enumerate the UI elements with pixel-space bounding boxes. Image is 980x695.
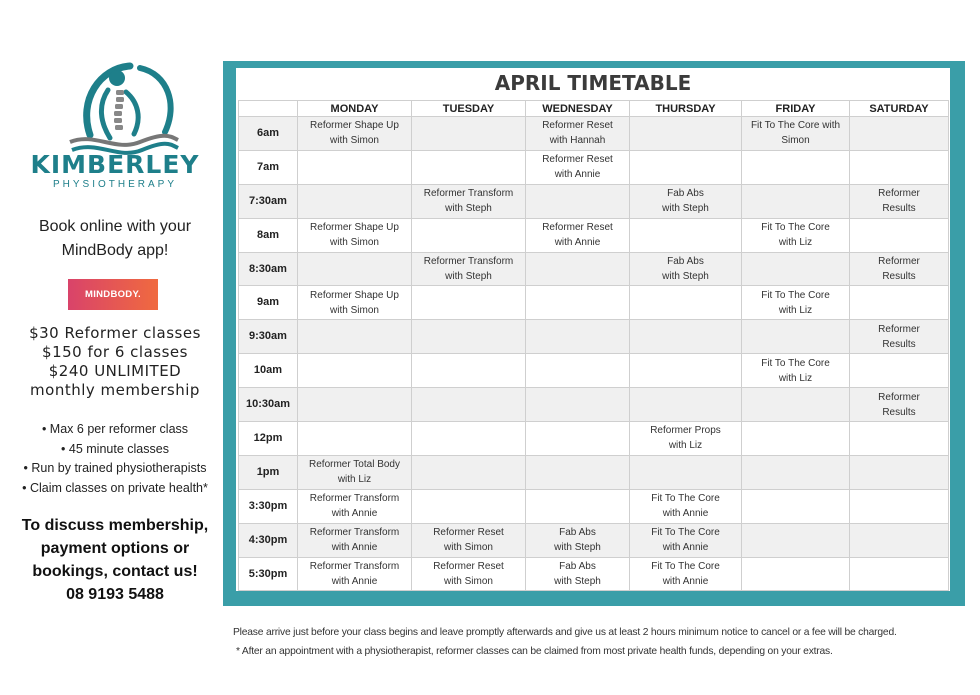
timetable-row <box>239 320 949 354</box>
contact-line: bookings, contact us! <box>32 563 198 580</box>
empty-cell <box>630 455 742 489</box>
class-instructor: with Steph <box>445 271 492 282</box>
empty-cell <box>630 388 742 422</box>
timetable-row <box>239 184 949 218</box>
book-line-2: MindBody app! <box>61 242 169 259</box>
day-header: FRIDAY <box>742 101 850 117</box>
empty-cell <box>298 388 412 422</box>
class-instructor: Simon <box>781 135 810 147</box>
class-instructor: with Liz <box>778 304 813 316</box>
empty-cell <box>526 320 630 354</box>
class-name: Reformer Reset <box>433 561 504 573</box>
empty-cell <box>298 320 412 354</box>
class-cell[interactable] <box>298 218 412 252</box>
class-name: Reformer Reset <box>542 154 613 166</box>
class-instructor: Results <box>882 203 916 215</box>
empty-cell <box>850 455 949 489</box>
mindbody-badge[interactable]: MINDBODY. <box>68 279 158 310</box>
empty-cell <box>850 354 949 388</box>
empty-cell <box>412 354 526 388</box>
timetable-title: APRIL TIMETABLE <box>494 71 692 95</box>
class-instructor: Results <box>882 338 916 350</box>
empty-cell <box>298 354 412 388</box>
contact-line: To discuss membership, <box>21 517 209 534</box>
contact-line: payment options or <box>40 540 190 557</box>
class-name: Reformer Shape Up <box>310 289 399 301</box>
class-name: Fit To The Core <box>651 493 720 505</box>
empty-cell <box>412 218 526 252</box>
time-slot-label: 9:30am <box>239 320 298 354</box>
book-online-text <box>15 215 215 263</box>
pricing-line: $240 UNLIMITED <box>48 362 182 380</box>
day-header: WEDNESDAY <box>526 101 630 117</box>
empty-cell <box>742 320 850 354</box>
class-cell[interactable] <box>412 184 526 218</box>
class-name: Reformer Transform <box>309 561 400 573</box>
timetable-row <box>239 252 949 286</box>
empty-cell <box>742 422 850 456</box>
time-slot-label: 7am <box>239 150 298 184</box>
class-name: Reformer <box>878 323 920 335</box>
class-cell[interactable] <box>412 557 526 591</box>
class-instructor: with Simon <box>330 304 379 316</box>
timetable-header-row <box>239 101 949 117</box>
class-instructor: Results <box>882 406 916 418</box>
timetable-row <box>239 354 949 388</box>
empty-cell <box>742 489 850 523</box>
class-cell[interactable] <box>850 184 949 218</box>
empty-cell <box>526 184 630 218</box>
day-header: MONDAY <box>298 101 412 117</box>
day-header: THURSDAY <box>630 101 742 117</box>
pricing-line: $30 Reformer classes <box>29 324 201 342</box>
empty-cell <box>850 218 949 252</box>
empty-cell <box>630 286 742 320</box>
empty-cell <box>412 489 526 523</box>
time-header-cell <box>239 101 298 117</box>
class-name: Reformer Transform <box>309 493 400 505</box>
class-cell[interactable] <box>298 286 412 320</box>
class-name: Reformer <box>878 391 920 403</box>
class-cell[interactable] <box>742 286 850 320</box>
empty-cell <box>850 557 949 591</box>
timetable-row <box>239 422 949 456</box>
contact-block <box>5 514 225 606</box>
timetable-row <box>239 455 949 489</box>
class-name: Reformer Reset <box>433 527 504 539</box>
class-name: Fit To The Core with <box>750 120 841 132</box>
class-cell[interactable] <box>742 354 850 388</box>
class-cell[interactable] <box>526 523 630 557</box>
class-name: Fit To The Core <box>651 527 720 539</box>
class-instructor: with Annie <box>662 542 709 554</box>
class-instructor: with Steph <box>554 576 601 588</box>
class-instructor: with Annie <box>331 508 378 520</box>
day-header: TUESDAY <box>412 101 526 117</box>
timetable-row <box>239 150 949 184</box>
class-name: Reformer Shape Up <box>310 120 399 132</box>
empty-cell <box>850 150 949 184</box>
empty-cell <box>298 150 412 184</box>
class-name: Fit To The Core <box>761 222 830 234</box>
class-cell[interactable] <box>850 388 949 422</box>
class-instructor: with Liz <box>337 474 372 486</box>
class-name: Reformer <box>878 188 920 200</box>
class-cell[interactable] <box>526 218 630 252</box>
time-slot-label: 10am <box>239 354 298 388</box>
class-name: Reformer Total Body <box>309 459 400 471</box>
class-instructor: with Simon <box>330 135 379 147</box>
class-cell[interactable] <box>630 184 742 218</box>
empty-cell <box>412 320 526 354</box>
class-cell[interactable] <box>850 320 949 354</box>
class-instructor: with Liz <box>778 237 813 249</box>
timetable-row <box>239 388 949 422</box>
time-slot-label: 4:30pm <box>239 523 298 557</box>
class-instructor: with Annie <box>331 576 378 588</box>
class-cell[interactable] <box>526 557 630 591</box>
class-cell[interactable] <box>298 557 412 591</box>
class-cell[interactable] <box>526 150 630 184</box>
class-name: Fab Abs <box>559 527 596 539</box>
class-instructor: with Liz <box>668 440 703 452</box>
class-instructor: with Simon <box>444 576 493 588</box>
class-cell[interactable] <box>298 117 412 151</box>
empty-cell <box>526 422 630 456</box>
class-cell[interactable] <box>412 523 526 557</box>
empty-cell <box>526 455 630 489</box>
class-instructor: with Annie <box>331 542 378 554</box>
empty-cell <box>298 184 412 218</box>
timetable-row <box>239 117 949 151</box>
feature-item: • Max 6 per reformer class <box>41 422 189 436</box>
class-instructor: with Annie <box>554 237 601 249</box>
class-cell[interactable] <box>298 455 412 489</box>
empty-cell <box>850 117 949 151</box>
class-cell[interactable] <box>298 523 412 557</box>
class-instructor: with Steph <box>662 203 709 215</box>
class-cell[interactable] <box>742 117 850 151</box>
class-name: Fab Abs <box>667 188 704 200</box>
time-slot-label: 10:30am <box>239 388 298 422</box>
timetable-frame <box>223 61 965 606</box>
class-name: Reformer Reset <box>542 120 613 132</box>
time-slot-label: 8am <box>239 218 298 252</box>
empty-cell <box>742 388 850 422</box>
timetable-row <box>239 523 949 557</box>
class-instructor: with Steph <box>554 542 601 554</box>
empty-cell <box>630 218 742 252</box>
class-cell[interactable] <box>630 252 742 286</box>
empty-cell <box>850 422 949 456</box>
pricing-block <box>5 324 225 400</box>
time-slot-label: 7:30am <box>239 184 298 218</box>
empty-cell <box>630 150 742 184</box>
class-cell[interactable] <box>742 218 850 252</box>
features-list <box>5 420 225 498</box>
empty-cell <box>850 523 949 557</box>
empty-cell <box>742 557 850 591</box>
empty-cell <box>742 455 850 489</box>
empty-cell <box>850 286 949 320</box>
class-cell[interactable] <box>526 117 630 151</box>
class-name: Fit To The Core <box>651 561 720 573</box>
timetable-row <box>239 286 949 320</box>
class-instructor: with Annie <box>662 576 709 588</box>
health-fund-note: * After an appointment with a physiotherapist, reformer classes can be claimed from most private health funds, depending on your extras. <box>236 646 833 657</box>
empty-cell <box>526 489 630 523</box>
class-instructor: with Steph <box>662 271 709 282</box>
timetable-row <box>239 489 949 523</box>
class-instructor: with Steph <box>445 203 492 215</box>
class-name: Reformer Transform <box>423 188 514 200</box>
time-slot-label: 8:30am <box>239 252 298 286</box>
class-name: Reformer Shape Up <box>310 222 399 234</box>
class-cell[interactable] <box>298 489 412 523</box>
class-instructor: with Annie <box>662 508 709 520</box>
class-name: Fab Abs <box>559 561 596 573</box>
empty-cell <box>630 117 742 151</box>
timetable-table <box>238 100 949 591</box>
class-instructor: with Hannah <box>549 135 606 147</box>
empty-cell <box>630 354 742 388</box>
empty-cell <box>850 489 949 523</box>
class-name: Reformer Props <box>650 425 721 437</box>
timetable-row <box>239 557 949 591</box>
class-instructor: with Liz <box>778 372 813 384</box>
time-slot-label: 6am <box>239 117 298 151</box>
class-name: Reformer <box>878 256 920 267</box>
book-line-1: Book online with your <box>38 218 192 235</box>
class-cell[interactable] <box>630 489 742 523</box>
pricing-line: $150 for 6 classes <box>42 343 188 361</box>
feature-item: • 45 minute classes <box>61 441 169 456</box>
empty-cell <box>412 388 526 422</box>
class-name: Fit To The Core <box>761 289 830 301</box>
empty-cell <box>630 320 742 354</box>
class-instructor: with Simon <box>444 542 493 554</box>
feature-item: • Run by trained physiotherapists <box>23 461 207 475</box>
class-instructor: with Simon <box>330 237 379 249</box>
empty-cell <box>526 286 630 320</box>
brand-name: KIMBERLEY <box>30 150 200 179</box>
class-name: Reformer Transform <box>423 256 514 267</box>
brand-subtitle: PHYSIOTHERAPY <box>52 179 178 190</box>
empty-cell <box>298 252 412 286</box>
time-slot-label: 12pm <box>239 422 298 456</box>
empty-cell <box>412 150 526 184</box>
empty-cell <box>412 117 526 151</box>
timetable-body <box>239 117 949 591</box>
time-slot-label: 3:30pm <box>239 489 298 523</box>
timetable-panel <box>236 68 950 591</box>
empty-cell <box>412 455 526 489</box>
empty-cell <box>526 388 630 422</box>
empty-cell <box>742 150 850 184</box>
feature-item: • Claim classes on private health* <box>22 480 208 495</box>
time-slot-label: 1pm <box>239 455 298 489</box>
contact-phone[interactable]: 08 9193 5488 <box>66 586 164 603</box>
class-name: Fit To The Core <box>761 357 830 369</box>
class-name: Fab Abs <box>667 256 704 267</box>
class-instructor: Results <box>882 271 916 282</box>
day-header: SATURDAY <box>850 101 949 117</box>
empty-cell <box>412 286 526 320</box>
class-cell[interactable] <box>630 523 742 557</box>
class-cell[interactable] <box>630 557 742 591</box>
class-instructor: with Annie <box>554 169 601 181</box>
class-name: Reformer Reset <box>542 222 613 234</box>
empty-cell <box>742 252 850 286</box>
class-cell[interactable] <box>412 252 526 286</box>
class-name: Reformer Transform <box>309 527 400 539</box>
timetable-row <box>239 218 949 252</box>
empty-cell <box>298 422 412 456</box>
empty-cell <box>742 184 850 218</box>
time-slot-label: 5:30pm <box>239 557 298 591</box>
empty-cell <box>526 354 630 388</box>
class-cell[interactable] <box>850 252 949 286</box>
pricing-line: monthly membership <box>30 381 200 399</box>
arrival-note: Please arrive just before your class begins and leave promptly afterwards and give us at least 2 hours minimum notice to cancel or a fee will be charged. <box>233 627 897 638</box>
empty-cell <box>412 422 526 456</box>
empty-cell <box>526 252 630 286</box>
empty-cell <box>742 523 850 557</box>
time-slot-label: 9am <box>239 286 298 320</box>
class-cell[interactable] <box>630 422 742 456</box>
